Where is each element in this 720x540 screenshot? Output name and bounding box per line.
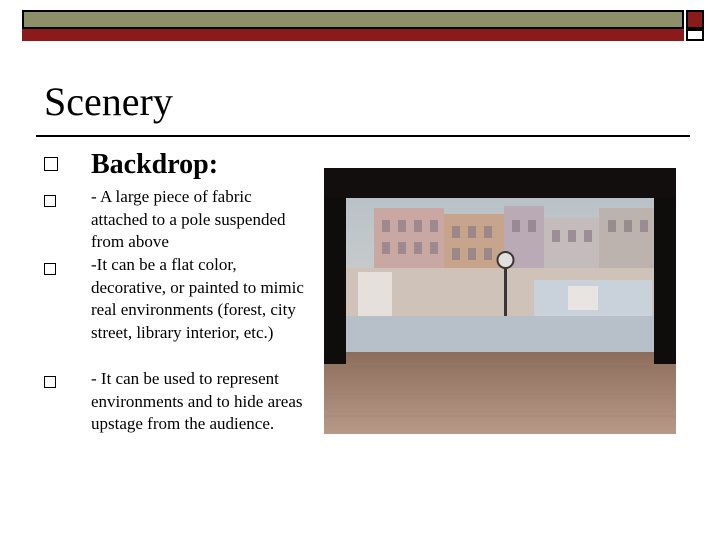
- bullet-icon: [44, 263, 56, 275]
- top-decorative-bar: [22, 10, 684, 29]
- title-divider: [36, 135, 690, 137]
- bullet-icon: [44, 376, 56, 388]
- slide-title: Scenery: [44, 79, 173, 124]
- corner-square-bottom: [686, 29, 704, 41]
- bullet-icon: [44, 157, 58, 171]
- bullet-text-2: -It can be a flat color, decorative, or painted to mimic real environments (forest, city street, library interior, etc.): [91, 255, 304, 342]
- corner-square-top: [686, 10, 704, 29]
- bullet-text-1: - A large piece of fabric attached to a pole suspended from above: [91, 187, 286, 251]
- slide-heading: Backdrop:: [91, 149, 219, 180]
- bullet-icon: [44, 195, 56, 207]
- top-accent-bar: [22, 29, 684, 41]
- stage-backdrop-photo: [324, 168, 676, 434]
- bullet-text-3: - It can be used to represent environments and to hide areas upstage from the audience.: [91, 369, 303, 433]
